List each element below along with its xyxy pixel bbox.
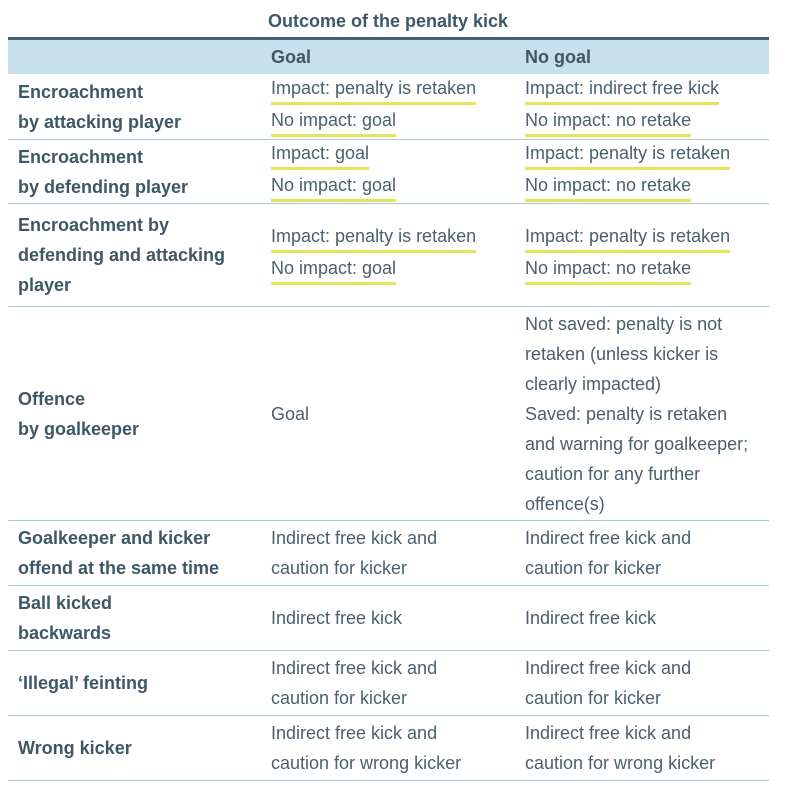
- row-label-line: player: [18, 275, 72, 295]
- no-impact-text: No impact: no retake: [525, 255, 691, 285]
- impact-text: Impact: penalty is retaken: [271, 223, 476, 253]
- row-label-line: by goalkeeper: [18, 418, 140, 439]
- goal-cell: [271, 204, 516, 306]
- goal-cell: [271, 521, 516, 585]
- outcome-text: clearly impacted): [525, 373, 662, 394]
- table-row: [8, 307, 769, 521]
- row-label: [18, 75, 263, 139]
- row-label-line: defending and attacking: [18, 245, 226, 265]
- no-goal-cell: [525, 140, 769, 203]
- goal-cell: [271, 716, 516, 780]
- row-label-line: by defending player: [18, 176, 189, 197]
- no-goal-cell: [525, 716, 769, 780]
- table-row: [8, 75, 769, 140]
- impact-text: Impact: penalty is retaken: [525, 140, 730, 170]
- row-label-line: Offence: [18, 388, 86, 409]
- outcome-text: Indirect free kick and: [271, 723, 438, 743]
- outcome-text: Indirect free kick: [525, 608, 657, 628]
- table-row: [8, 716, 769, 781]
- goal-cell: [271, 140, 516, 203]
- row-label: [18, 716, 263, 780]
- impact-text: Impact: goal: [271, 140, 369, 170]
- goal-cell: [271, 651, 516, 715]
- impact-text: Impact: penalty is retaken: [525, 223, 730, 253]
- outcome-text: offence(s): [525, 493, 605, 514]
- outcome-text: Indirect free kick and: [271, 528, 438, 548]
- row-label-line: Encroachment by: [18, 215, 170, 235]
- row-label-line: ‘Illegal’ feinting: [18, 673, 149, 693]
- outcome-text: Indirect free kick and: [525, 528, 692, 548]
- outcome-text: caution for kicker: [271, 688, 408, 708]
- impact-text: Impact: indirect free kick: [525, 75, 719, 105]
- row-label: [18, 586, 263, 650]
- no-goal-cell: [525, 521, 769, 585]
- row-label: [18, 140, 263, 203]
- no-goal-cell: [525, 204, 769, 306]
- outcome-text: retaken (unless kicker is: [525, 343, 719, 364]
- row-label-line: Goalkeeper and kicker: [18, 528, 211, 548]
- goal-cell: [271, 75, 516, 139]
- outcome-text: caution for wrong kicker: [271, 753, 462, 773]
- row-label-line: backwards: [18, 623, 112, 643]
- outcome-text: Indirect free kick and: [271, 658, 438, 678]
- outcome-text: Not saved: penalty is not: [525, 313, 723, 334]
- outcome-text: Indirect free kick: [271, 608, 403, 628]
- no-goal-cell: [525, 586, 769, 650]
- outcome-text: caution for kicker: [271, 558, 408, 578]
- goal-cell: [271, 307, 516, 520]
- header-no-goal: No goal: [525, 47, 591, 67]
- row-label: [18, 521, 263, 585]
- outcome-text: caution for kicker: [525, 558, 662, 578]
- row-label-line: Ball kicked: [18, 593, 113, 613]
- no-goal-cell: [525, 651, 769, 715]
- outcome-text: Indirect free kick and: [525, 723, 692, 743]
- table-row: [8, 586, 769, 651]
- no-goal-cell: [525, 75, 769, 139]
- outcome-text: Indirect free kick and: [525, 658, 692, 678]
- header-row: [8, 40, 769, 74]
- outcome-text: Goal: [271, 403, 310, 424]
- table-row: [8, 521, 769, 586]
- outcome-text: Saved: penalty is retaken: [525, 403, 728, 424]
- outcome-text: caution for kicker: [525, 688, 662, 708]
- row-label-line: offend at the same time: [18, 558, 220, 578]
- table-title: Outcome of the penalty kick: [267, 11, 509, 31]
- table-row: [8, 140, 769, 204]
- outcome-text: caution for wrong kicker: [525, 753, 716, 773]
- no-goal-cell: [525, 307, 769, 520]
- impact-text: Impact: penalty is retaken: [271, 75, 476, 105]
- table-row: [8, 651, 769, 716]
- outcome-text: and warning for goalkeeper;: [525, 433, 749, 454]
- no-impact-text: No impact: goal: [271, 255, 396, 285]
- no-impact-text: No impact: no retake: [525, 107, 691, 137]
- row-label: [18, 307, 263, 520]
- header-goal: Goal: [271, 47, 312, 67]
- goal-cell: [271, 586, 516, 650]
- no-impact-text: No impact: no retake: [525, 172, 691, 202]
- row-label: [18, 204, 263, 306]
- row-label: [18, 651, 263, 715]
- row-label-line: Wrong kicker: [18, 738, 132, 758]
- no-impact-text: No impact: goal: [271, 172, 396, 202]
- row-label-line: Encroachment: [18, 82, 144, 102]
- row-label-line: Encroachment: [18, 146, 144, 167]
- no-impact-text: No impact: goal: [271, 107, 396, 137]
- table-row: [8, 204, 769, 307]
- outcome-text: caution for any further: [525, 463, 701, 484]
- row-label-line: by attacking player: [18, 112, 182, 132]
